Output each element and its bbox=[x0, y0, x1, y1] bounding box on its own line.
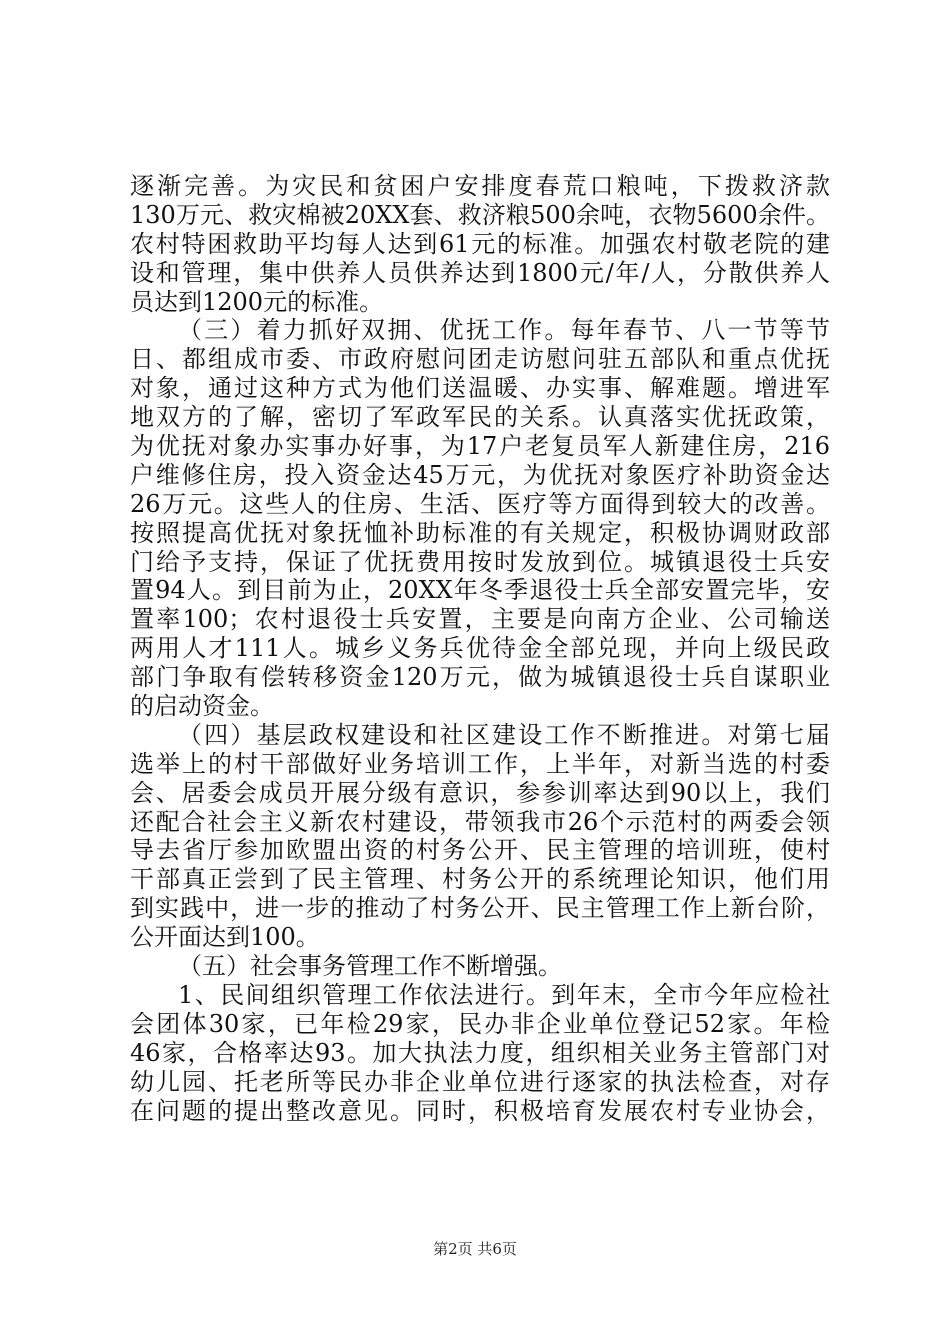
text-line: 农村特困救助平均每人达到61元的标准。加强农村敬老院的建 bbox=[130, 229, 830, 258]
text-line: 置94人。到目前为止，20XX年冬季退役士兵全部安置完毕，安 bbox=[130, 576, 830, 605]
text-line: 对象，通过这种方式为他们送温暖、办实事、解难题。增进军 bbox=[130, 374, 830, 403]
text-line: 门给予支持，保证了优抚费用按时发放到位。城镇退役士兵安 bbox=[130, 547, 830, 576]
text-line: （四）基层政权建设和社区建设工作不断推进。对第七届 bbox=[178, 720, 830, 749]
text-line: 46家，合格率达93。加大执法力度，组织相关业务主管部门对 bbox=[130, 1038, 830, 1067]
text-line: 按照提高优抚对象抚恤补助标准的有关规定，积极协调财政部 bbox=[130, 518, 830, 547]
text-line: 干部真正尝到了民主管理、村务公开的系统理论知识，他们用 bbox=[130, 865, 830, 894]
text-line: 幼儿园、托老所等民办非企业单位进行逐家的执法检查，对存 bbox=[130, 1067, 830, 1096]
text-line: 在问题的提出整改意见。同时，积极培育发展农村专业协会， bbox=[130, 1096, 830, 1125]
text-line: 地双方的了解，密切了军政军民的关系。认真落实优抚政策， bbox=[130, 403, 830, 432]
text-line: 置率100；农村退役士兵安置，主要是向南方企业、公司输送 bbox=[130, 605, 830, 634]
text-line: 两用人才111人。城乡义务兵优待金全部兑现，并向上级民政 bbox=[130, 634, 830, 663]
text-line: 会、居委会成员开展分级有意识，参参训率达到90以上，我们 bbox=[130, 778, 830, 807]
text-line: （五）社会事务管理工作不断增强。 bbox=[178, 952, 562, 981]
text-line: 130万元、救灾棉被20XX套、救济粮500余吨，衣物5600余件。 bbox=[130, 200, 830, 229]
text-line: 26万元。这些人的住房、生活、医疗等方面得到较大的改善。 bbox=[130, 489, 830, 518]
text-line: 户维修住房，投入资金达45万元，为优抚对象医疗补助资金达 bbox=[130, 460, 830, 489]
text-line: 设和管理，集中供养人员供养达到1800元/年/人，分散供养人 bbox=[130, 258, 830, 287]
text-line: （三）着力抓好双拥、优抚工作。每年春节、八一节等节 bbox=[178, 316, 830, 345]
text-line: 逐渐完善。为灾民和贫困户安排度春荒口粮吨，下拨救济款 bbox=[130, 172, 830, 200]
text-line: 的启动资金。 bbox=[130, 692, 274, 721]
text-line: 日、都组成市委、市政府慰问团走访慰问驻五部队和重点优抚 bbox=[130, 345, 830, 374]
document-body bbox=[130, 172, 830, 1125]
text-line: 选举上的村干部做好业务培训工作，上半年，对新当选的村委 bbox=[130, 749, 830, 778]
text-line: 会团体30家，已年检29家，民办非企业单位登记52家。年检 bbox=[130, 1009, 830, 1038]
text-line: 到实践中，进一步的推动了村务公开、民主管理工作上新台阶， bbox=[130, 894, 830, 923]
text-line: 部门争取有偿转移资金120万元，做为城镇退役士兵自谋职业 bbox=[130, 663, 830, 692]
text-line: 公开面达到100。 bbox=[130, 923, 320, 952]
text-line: 导去省厅参加欧盟出资的村务公开、民主管理的培训班，使村 bbox=[130, 836, 830, 865]
text-line: 还配合社会主义新农村建设，带领我市26个示范村的两委会领 bbox=[130, 807, 830, 836]
text-line: 为优抚对象办实事办好事，为17户老复员军人新建住房，216 bbox=[130, 432, 830, 461]
page-footer: 第2页 共6页 bbox=[433, 1240, 517, 1258]
text-line: 员达到1200元的标准。 bbox=[130, 287, 384, 316]
text-line: 1、民间组织管理工作依法进行。到年末，全市今年应检社 bbox=[178, 980, 830, 1009]
